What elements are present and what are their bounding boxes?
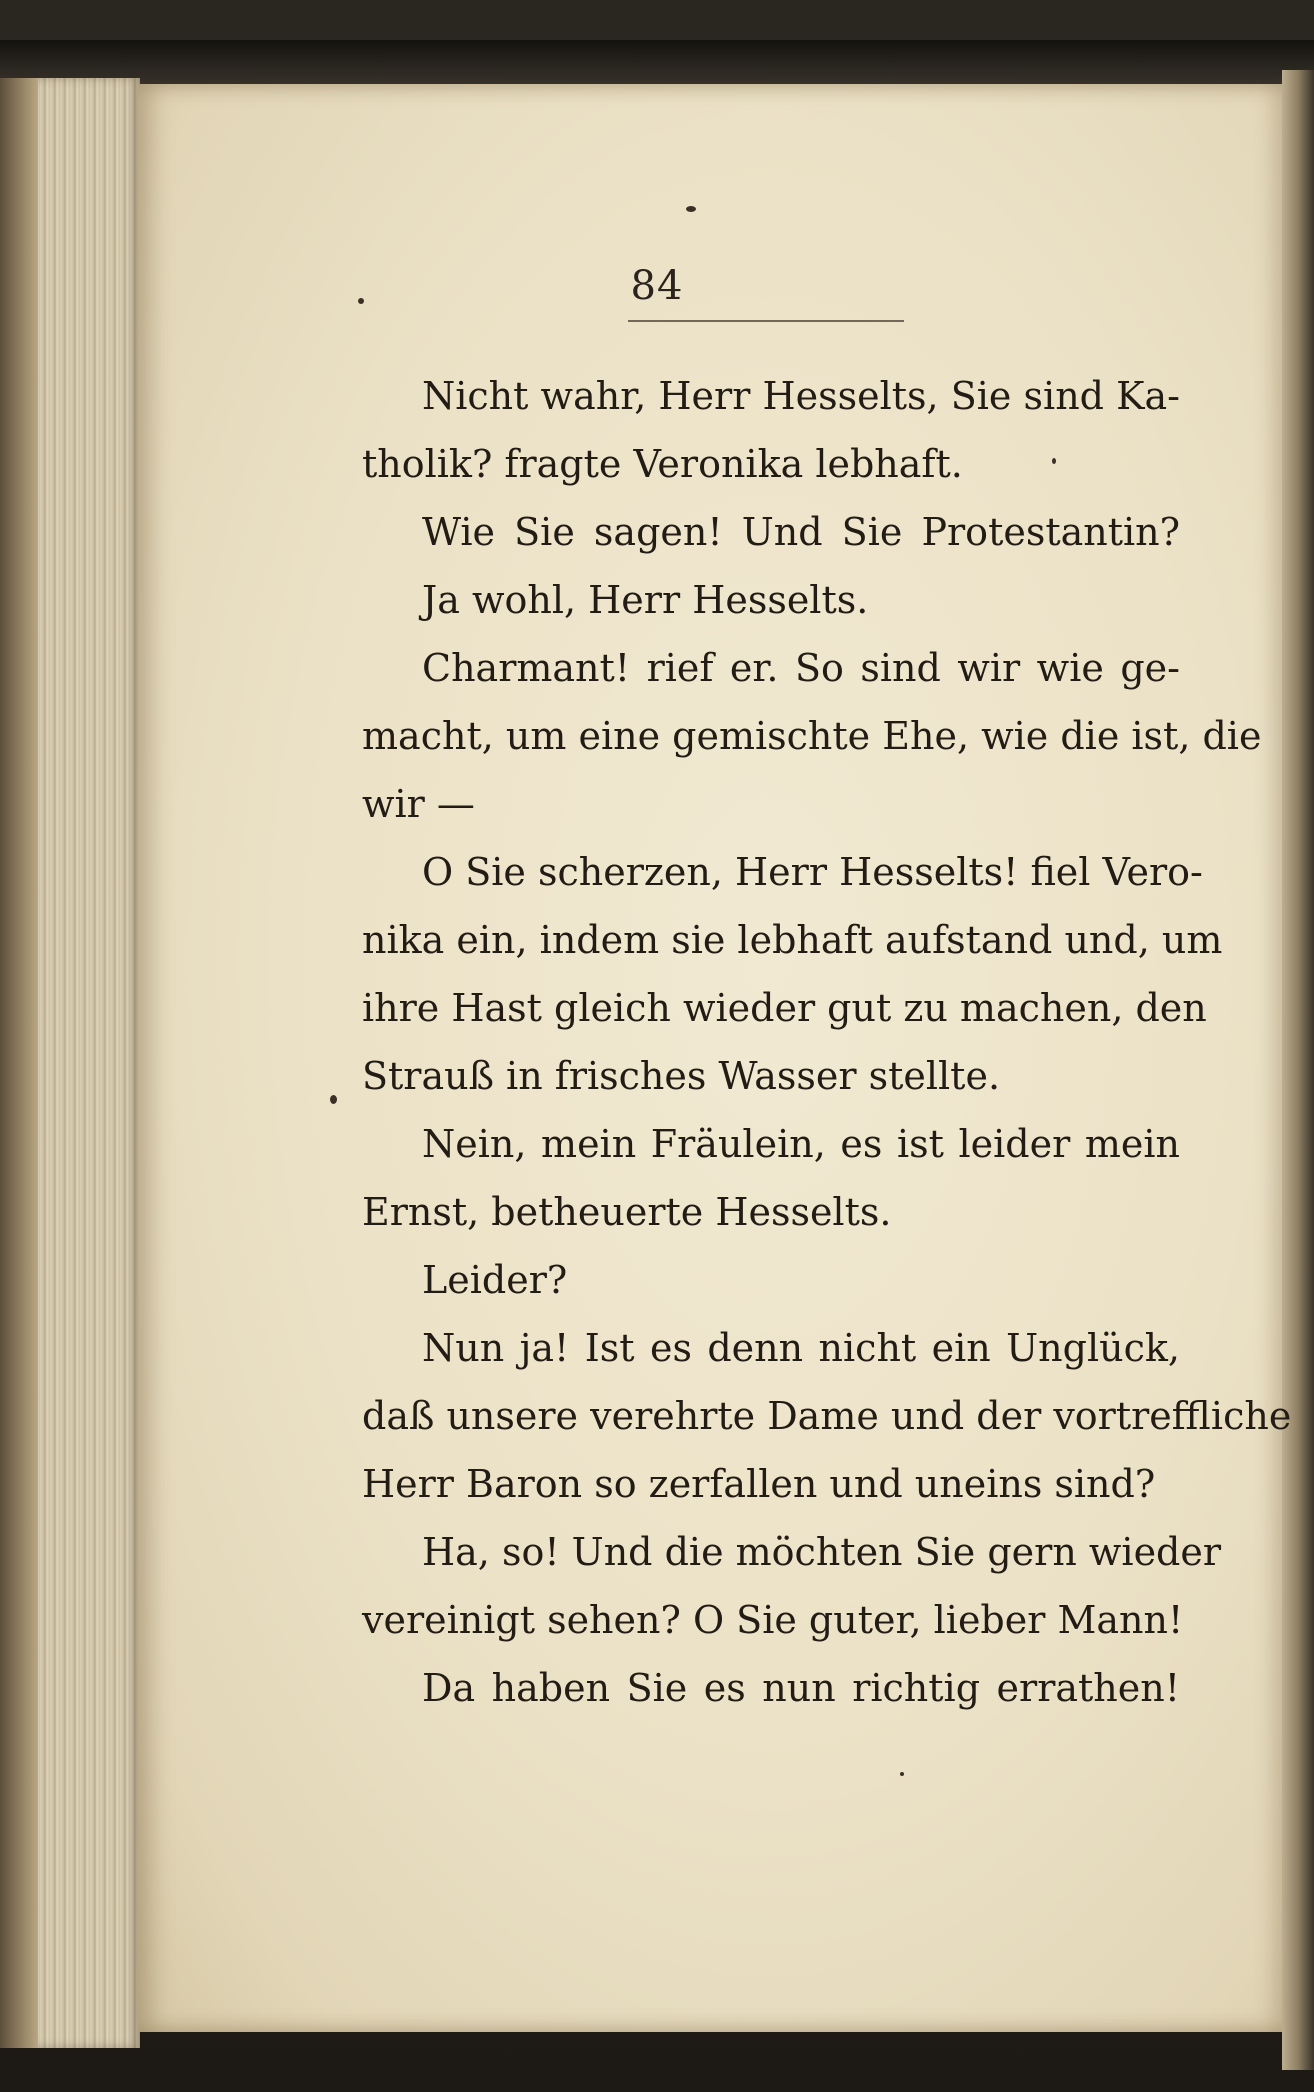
text-line: tholik? fragte Veronika lebhaft. xyxy=(362,442,963,486)
text-line: Strauß in frisches Wasser stellte. xyxy=(362,1054,1001,1098)
book-cover-top xyxy=(0,40,1314,90)
text-line: Herr Baron so zerfallen und uneins sind? xyxy=(362,1462,1156,1506)
text-line: Nein, mein Fräulein, es ist leider mein xyxy=(422,1122,1180,1166)
text-line: Wie Sie sagen! Und Sie Protestantin? xyxy=(422,510,1180,554)
text-line: wir — xyxy=(362,782,475,826)
text-line: Nicht wahr, Herr Hesselts, Sie sind Ka- xyxy=(422,374,1180,418)
text-line: Da haben Sie es nun richtig errathen! xyxy=(422,1666,1180,1710)
text-line: ihre Hast gleich wieder gut zu machen, den xyxy=(362,986,1207,1030)
text-line: daß unsere verehrte Dame und der vortreffliche xyxy=(362,1394,1292,1438)
text-line: Nun ja! Ist es denn nicht ein Unglück, xyxy=(422,1326,1180,1370)
ink-speck xyxy=(900,1772,904,1776)
text-line: Ernst, betheuerte Hesselts. xyxy=(362,1190,892,1234)
text-line: O Sie scherzen, Herr Hesselts! fiel Vero- xyxy=(422,850,1203,894)
text-line: Ja wohl, Herr Hesselts. xyxy=(422,578,869,622)
text-line: Charmant! rief er. So sind wir wie ge- xyxy=(422,646,1180,690)
text-line: nika ein, indem sie lebhaft aufstand und, um xyxy=(362,918,1223,962)
text-line: Ha, so! Und die möchten Sie gern wieder xyxy=(422,1530,1222,1574)
text-line: Leider? xyxy=(422,1258,568,1302)
ink-speck xyxy=(686,206,696,212)
text-line: macht, um eine gemischte Ehe, wie die ist, die xyxy=(362,714,1262,758)
text-line: vereinigt sehen? O Sie guter, lieber Mann! xyxy=(362,1598,1184,1642)
page-number: 84 xyxy=(630,263,684,309)
header-rule xyxy=(628,320,904,322)
